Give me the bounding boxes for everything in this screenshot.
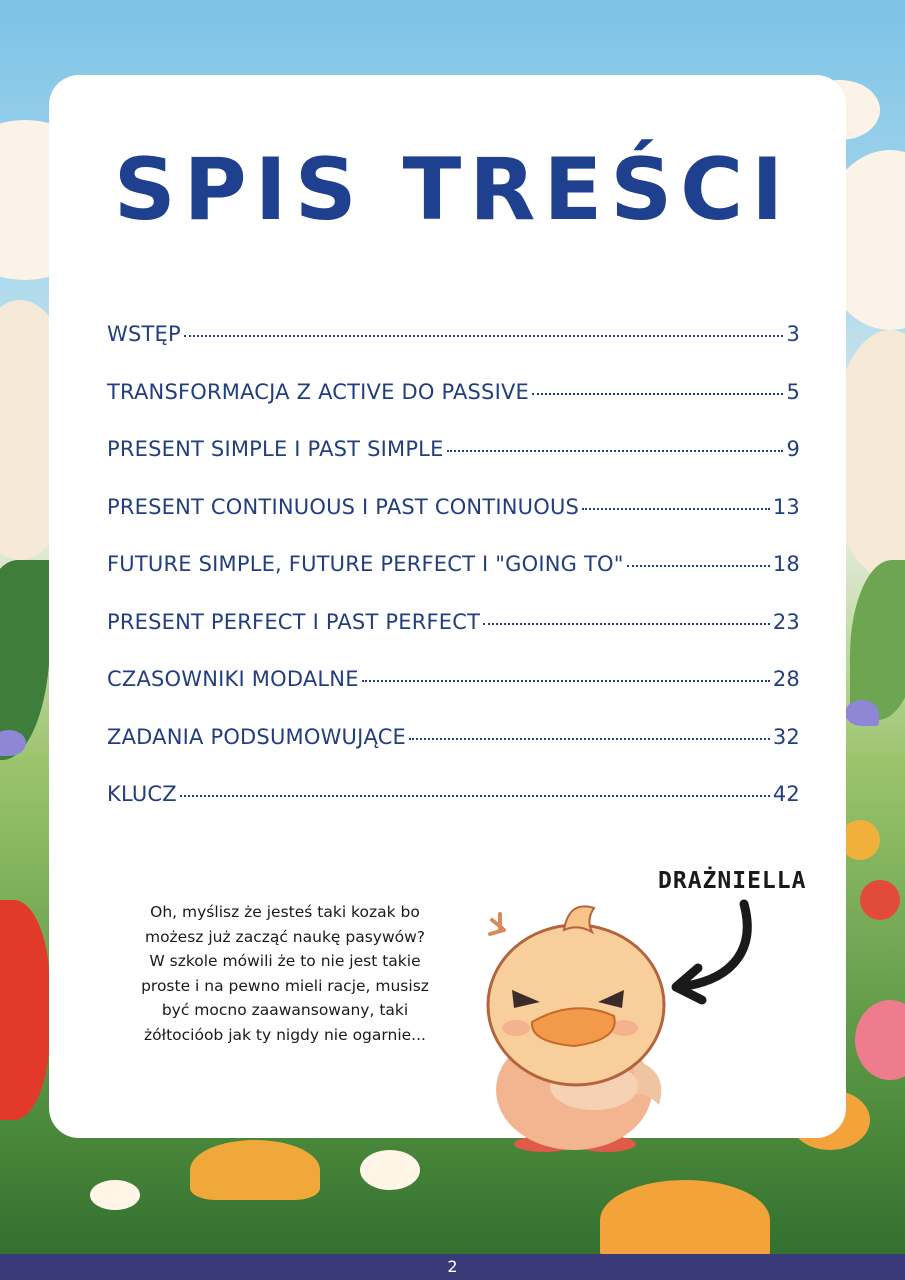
red-flower [0, 900, 50, 1120]
white-flower [90, 1180, 140, 1210]
dot-leader [184, 335, 784, 337]
speech-line: możesz już zacząć naukę pasywów? [144, 927, 426, 946]
white-flower [360, 1150, 420, 1190]
leaf [850, 560, 905, 720]
duck-mascot-icon [474, 890, 674, 1160]
footer-bar [0, 1254, 905, 1280]
speech-line: Oh, myślisz że jesteś taki kozak bo [150, 903, 420, 921]
toc-entry-label: PRESENT CONTINUOUS I PAST CONTINUOUS [107, 494, 580, 519]
orange-flower [190, 1140, 320, 1200]
dot-leader [627, 565, 770, 567]
dot-leader [409, 738, 770, 740]
toc-entry-page: 23 [772, 609, 800, 634]
toc-entry-label: PRESENT SIMPLE I PAST SIMPLE [107, 437, 444, 461]
dot-leader [532, 393, 783, 395]
toc-entry-label: ZADANIA PODSUMOWUJĄCE [107, 724, 407, 749]
speech-line: żółtocióob jak ty nigdy nie ogarnie... [144, 1025, 426, 1044]
butterfly-icon [0, 730, 26, 756]
toc-entry-label: PRESENT PERFECT I PAST PERFECT [107, 609, 481, 634]
orange-flower [600, 1180, 770, 1260]
curved-arrow-icon [664, 898, 764, 1008]
dot-leader [483, 623, 770, 625]
toc-entry-label: WSTĘP [107, 322, 181, 346]
toc-entry-label: FUTURE SIMPLE, FUTURE PERFECT I "GOING TO" [107, 552, 624, 576]
toc-entry-page: 3 [786, 322, 800, 346]
toc-entry-label: TRANSFORMACJA Z ACTIVE DO PASSIVE [107, 379, 530, 404]
toc-entry-label: CZASOWNIKI MODALNE [107, 667, 359, 691]
toc-entry[interactable] [107, 495, 800, 529]
toc-entry-page: 32 [772, 724, 800, 749]
page-title: SPIS TREŚCI [113, 140, 792, 240]
character-name: DRAŻNIELLA [658, 868, 807, 894]
dot-leader [362, 680, 770, 682]
page-number: 2 [447, 1257, 458, 1276]
speech-line: być mocno zaawansowany, taki [161, 1001, 409, 1019]
toc-entry[interactable] [107, 380, 800, 414]
toc-entry[interactable] [107, 610, 800, 644]
butterfly-icon [845, 700, 879, 726]
toc-entry[interactable] [107, 322, 800, 356]
toc-entry[interactable] [107, 437, 800, 471]
toc-entry-label: KLUCZ [107, 782, 177, 806]
yellow-flower [840, 820, 880, 860]
dot-leader [582, 508, 770, 510]
dot-leader [447, 450, 784, 452]
toc-entry-page: 28 [772, 667, 800, 691]
toc-entry-page: 18 [772, 552, 800, 576]
toc-entry[interactable] [107, 725, 800, 759]
speech-line: proste i na pewno mieli racje, musisz [141, 976, 429, 995]
character-speech [118, 900, 452, 1047]
toc-entry-page: 5 [786, 379, 800, 404]
table-of-contents [107, 322, 800, 840]
toc-entry[interactable] [107, 667, 800, 701]
speech-line: W szkole mówili że to nie jest takie [149, 952, 421, 970]
red-flower [860, 880, 900, 920]
toc-entry[interactable] [107, 552, 800, 586]
pink-flower [855, 1000, 905, 1080]
toc-entry-page: 9 [786, 437, 800, 461]
toc-entry-page: 13 [772, 494, 800, 519]
toc-entry-page: 42 [772, 782, 800, 806]
toc-entry[interactable] [107, 782, 800, 816]
dot-leader [180, 795, 770, 797]
